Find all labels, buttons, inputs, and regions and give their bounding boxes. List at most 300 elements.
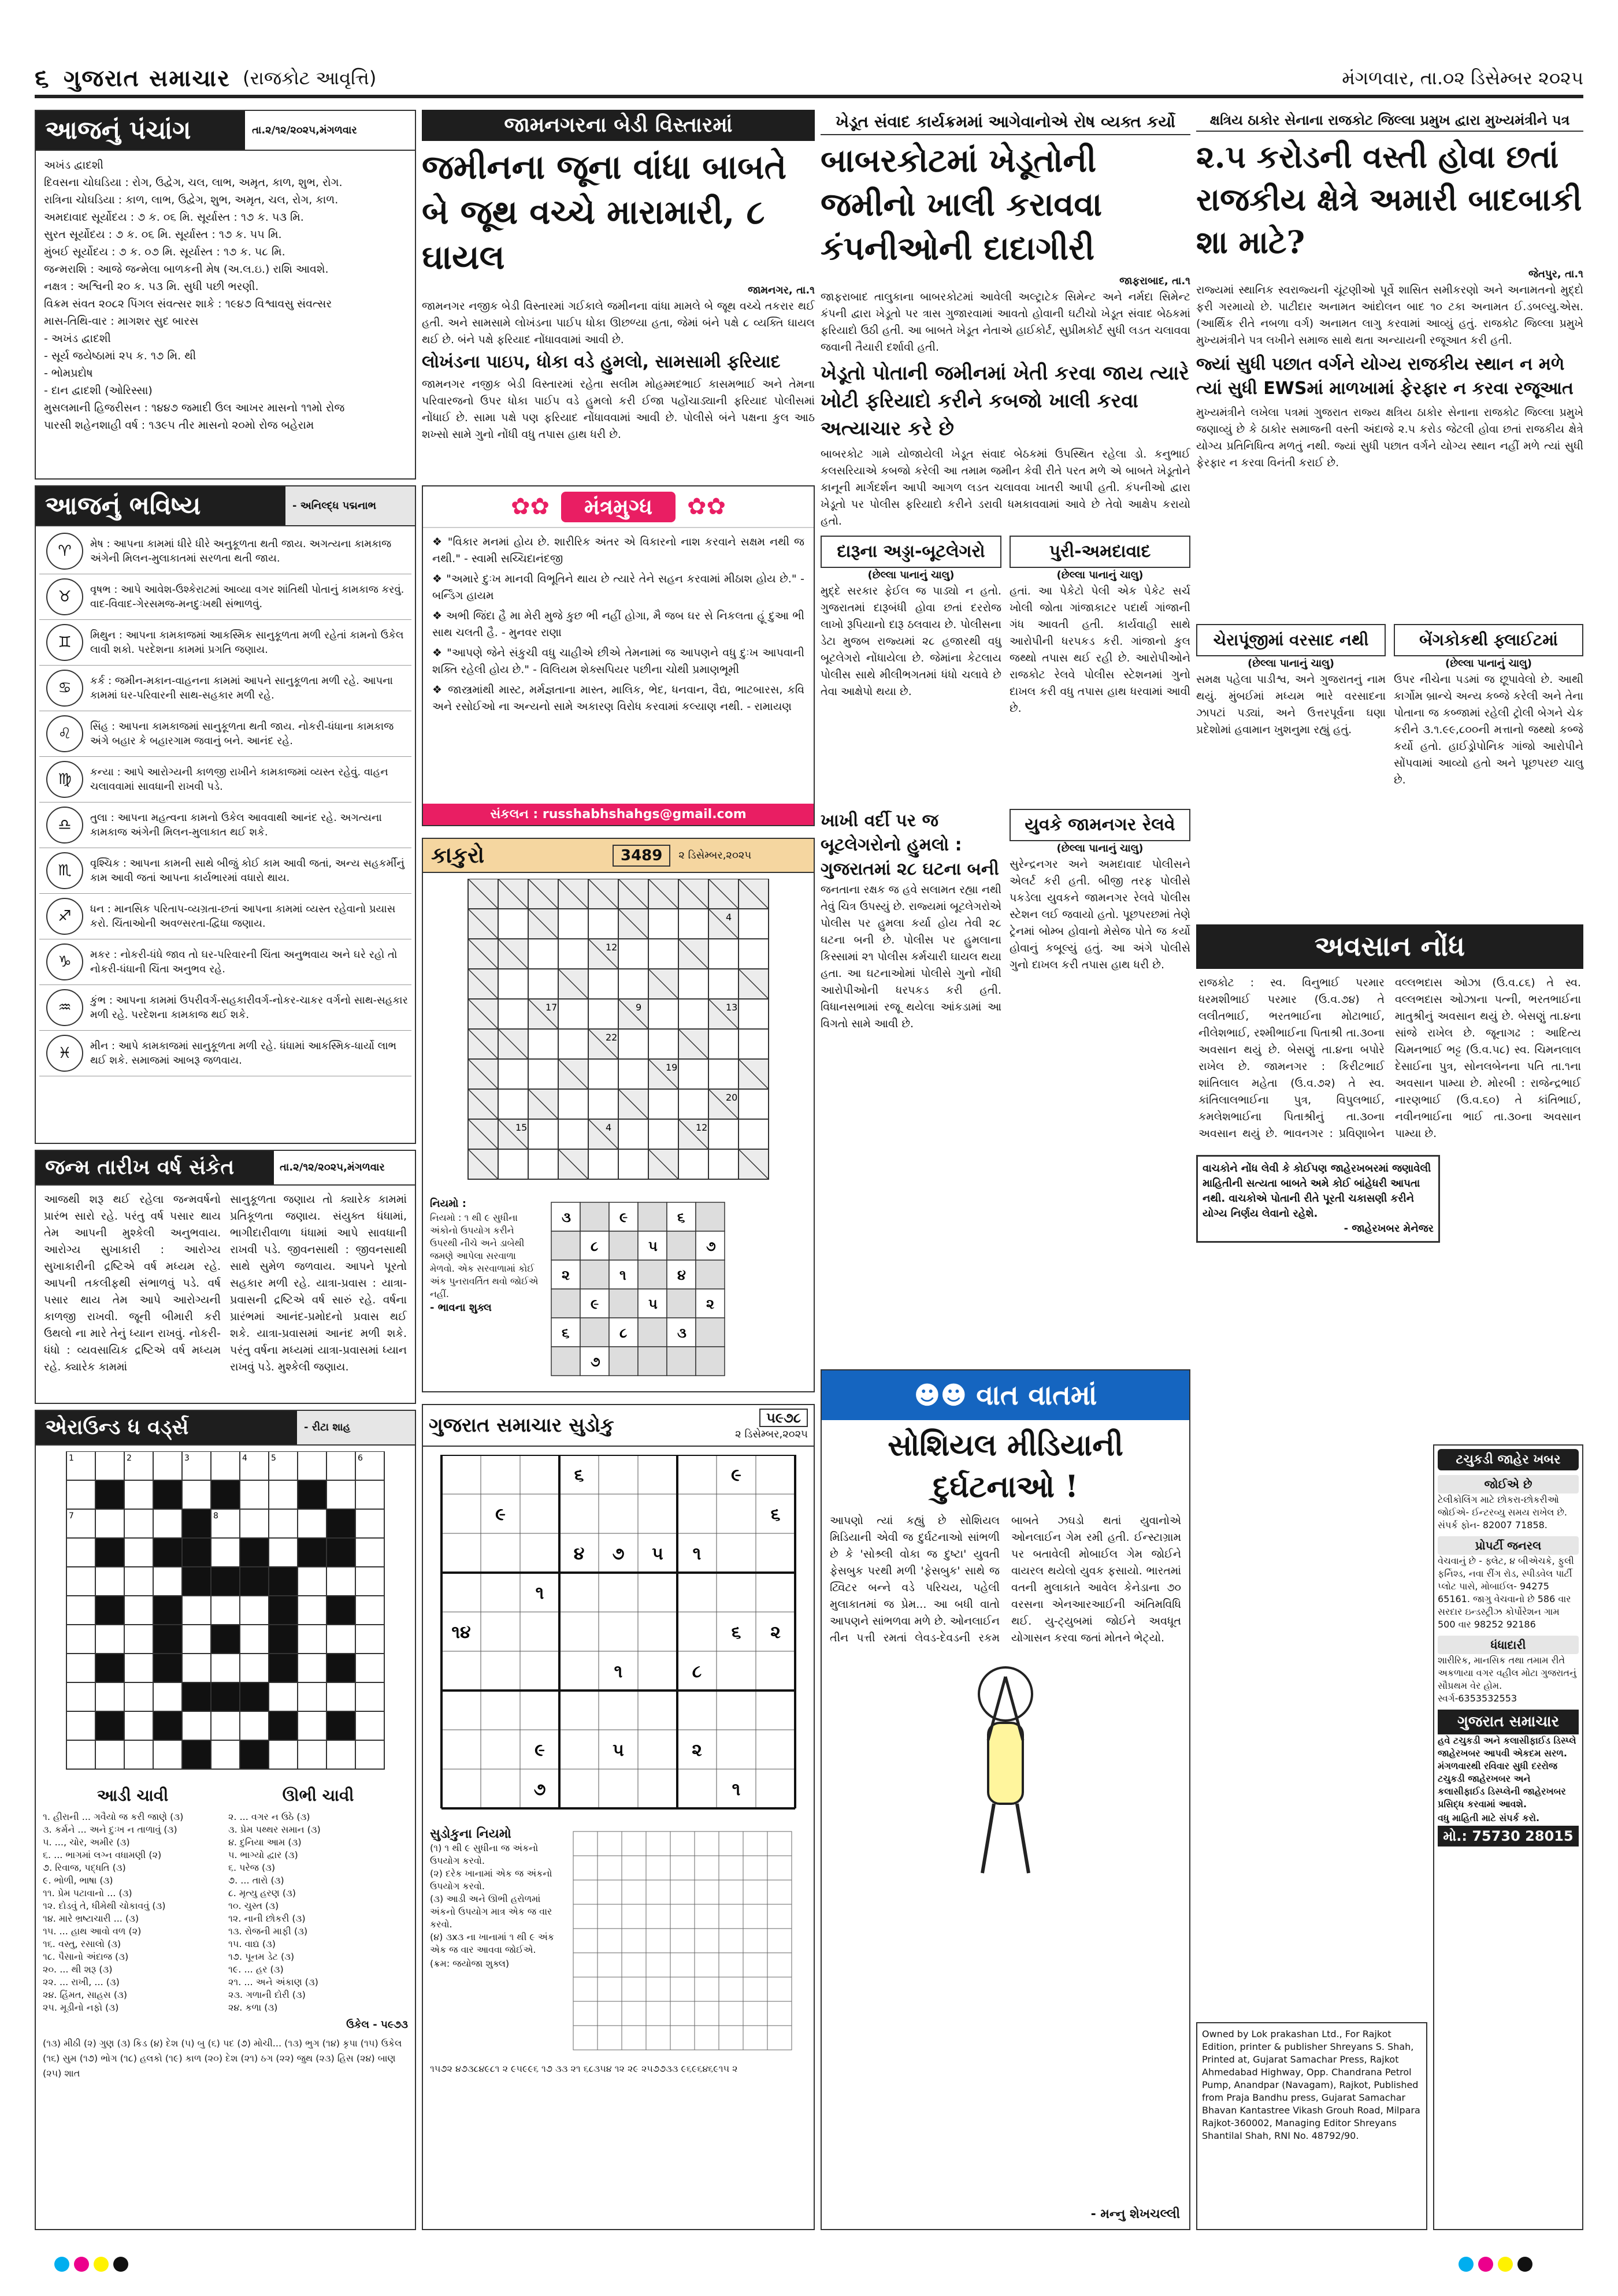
kakuro-answer-cell <box>638 1318 667 1347</box>
reg-dot <box>1459 2257 1474 2272</box>
sudoku-answer-cell <box>767 1929 792 1953</box>
lotus-right-icon: ✿✿ <box>687 493 726 520</box>
sudoku-answer-cell <box>573 1856 598 1880</box>
crossword-cell <box>298 1567 326 1596</box>
panchang-title: આજનું પંચાંગ <box>36 111 245 150</box>
crossword-cell <box>182 1654 211 1682</box>
zodiac-icon: ♐ <box>46 898 83 935</box>
kakuro-cell <box>739 1119 769 1149</box>
kakuro-clue: 4 <box>726 912 732 923</box>
sudoku-cell <box>441 1533 481 1573</box>
crossword-cell <box>211 1625 240 1654</box>
kakuro-cell <box>498 1059 528 1089</box>
kakuro-cell <box>739 1029 769 1059</box>
sudoku-answer-cell <box>573 1880 598 1904</box>
sudoku-cell <box>756 1455 795 1494</box>
story8-body: ઉપર નીચેના પડમાં જ છૂપાવેલો છે. આથી કાર્ગોમ બ્રાન્ચે અન્ય કબ્જે કરેલી અને તેના પોતાના જ કબ્જામાં રહેલી ટ્રોલી બેગને ચેક કરીને ૩.૧.૯૯,૮૦૦ની મત્તાનો જથ્થો કબ્જે કર્યો હતો. હાઈડ્રોપોનિક ગાંજો આરોપીને સોંપવામાં આવ્યો હતો અને પૂછપરછ ચાલુ છે. <box>1394 673 1583 786</box>
vaat-title: વાત વાતમાં <box>976 1379 1097 1411</box>
crossword-cell <box>326 1654 355 1682</box>
down-clue: ૧૨. નાની છોકરી (૩) <box>228 1913 306 1924</box>
kakuro-answer-digit: ૮ <box>591 1238 599 1254</box>
kakuro-cell <box>708 969 739 999</box>
rashi-row <box>39 848 411 894</box>
zodiac-icon: ♒ <box>46 989 83 1026</box>
kakuro-cell <box>618 1029 648 1059</box>
rashi-row <box>39 939 411 985</box>
panchang-line: જન્મરાશિ : આજે જન્મેલા બાળકની મેષ (અ.લ.ઇ.) રાશિ આવશે. <box>44 263 329 276</box>
sudoku-cell <box>756 1651 795 1691</box>
rashi-row <box>39 985 411 1031</box>
sudoku-answer-cell <box>743 1831 767 1856</box>
sudoku-cell <box>717 1730 756 1769</box>
crossword-cell <box>95 1654 124 1682</box>
story1-dateline: જામનગર, તા.૧ <box>748 284 815 296</box>
kakuro-cell <box>739 939 769 969</box>
crossword-cell <box>124 1625 153 1654</box>
sudoku-answer-cell <box>695 1831 719 1856</box>
cartoon-figure-icon <box>936 1654 1075 1896</box>
kakuro-answer-cell <box>696 1202 725 1231</box>
story2-subhead: ખેડૂતો પોતાની જમીનમાં ખેતી કરવા જાય ત્યારે ખોટી ફરિયાદો કરીને કબજો ખાલી કરવા અત્યાચાર કરે છે <box>821 362 1189 440</box>
sudoku-answer-cell <box>743 1977 767 2001</box>
sudoku-answer-cell <box>598 2001 622 2026</box>
classifieds-brand: ગુજરાત સમાચાર <box>1438 1710 1579 1734</box>
panchang-line: માસ-તિથિ-વાર : માગશર સુદ બારસ <box>44 315 199 328</box>
crossword-cell <box>240 1625 269 1654</box>
sudoku-given: ૭ <box>533 1779 546 1800</box>
kakuro-cell <box>528 1149 558 1179</box>
crossword-cell-number: 8 <box>213 1511 218 1521</box>
sudoku-given: ૬ <box>770 1504 781 1525</box>
crossword-cell <box>153 1596 182 1625</box>
zodiac-icon: ♌ <box>46 715 83 752</box>
sudoku-grid <box>436 1455 800 1819</box>
crossword-cell <box>66 1625 95 1654</box>
obituary-notice-author: - જાહેરખબર મેનેજર <box>1344 1223 1434 1235</box>
kakuro-answer-cell <box>580 1318 609 1347</box>
kakuro-answer-cell <box>609 1231 638 1260</box>
sudoku-cell <box>441 1573 481 1612</box>
sudoku-answer-cell <box>743 1904 767 1929</box>
story7-body: રાજ્યમાં સ્થાનિક સ્વરાજ્યની ચૂંટણીઓ પૂર્વે શાસિત સમીકરણો અને અનામતનો મુદ્દો ફરી ગરમાયો છે. પાટીદાર અનામત આંદોલન બાદ ૧૦ ટકા અનામત ઈ.ડબલ્યુ.એસ. (આર્થિક રીતે નબળા વર્ગ) અનામત લાગુ કરવામાં આવ્યું હતું. રાજકોટ જિલ્લા પ્રમુખે મુખ્યમંત્રીને પત્ર લખીને સમાજ સાથે થતા અન્યાયની રજૂઆત કરી હતી. <box>1196 284 1583 347</box>
kakuro-cell <box>498 909 528 939</box>
kakuro-answer-cell <box>696 1318 725 1347</box>
across-title: આડી ચાવી <box>97 1786 169 1805</box>
sudoku-answer-cell <box>719 1880 743 1904</box>
across-clues <box>43 1811 222 2014</box>
crossword-cell <box>240 1654 269 1682</box>
crossword-cell <box>153 1625 182 1654</box>
story-bedi <box>422 110 815 480</box>
sudoku-given: ૫ <box>613 1740 624 1760</box>
kakuro-cell <box>618 1119 648 1149</box>
kakuro-cell <box>678 999 708 1029</box>
janma-title: જન્મ તારીખ વર્ષ સંકેત <box>36 1151 274 1184</box>
rashi-text: મીન : આપે કામકાજમાં સાનુકૂળતા મળી રહે. ધંધામાં આકસ્મિક-ધાર્યો લાભ થઈ શકે. સમાજમાં આબરૂ જળવાય. <box>90 1040 397 1067</box>
sudoku-answer-cell <box>670 1831 695 1856</box>
mantra-quote: ❖ અભી જિંદા હૈ મા મેરી મુજે કુછ ભી નહીં હોગા, મૈ જબ ઘર સે નિકલતા હૂં દુઆ ભી સાથ ચલતી હૈ. - મુનવર રાણા <box>432 610 804 639</box>
crossword-cell <box>298 1654 326 1682</box>
crossword-cell <box>298 1480 326 1509</box>
sudoku-answer-cell <box>719 1856 743 1880</box>
sudoku-cell <box>599 1455 638 1494</box>
classifieds-phone: મો.: 75730 28015 <box>1438 1826 1579 1847</box>
sudoku-answer-cell <box>743 2001 767 2026</box>
mantra-box <box>422 485 815 826</box>
kakuro-answer-digit: ૧ <box>619 1267 626 1283</box>
sudoku-answer-cell <box>622 1977 646 2001</box>
kakuro-cell <box>558 1119 588 1149</box>
crossword-cell <box>182 1538 211 1567</box>
crossword-cell <box>211 1740 240 1769</box>
words-answers-label: ઉકેલ - ૫૯૭૩ <box>346 2019 408 2031</box>
zodiac-icon: ♎ <box>46 807 83 844</box>
across-clue: ૬. ... ભાગમાં લગ્ન વધામણી (૨) <box>43 1849 162 1860</box>
panchang-line: વિક્રમ સંવત ૨૦૮૨ પિંગલ સંવત્સર શાકે : ૧૯૪૭ વિશ્વાવસુ સંવત્સર <box>44 298 332 310</box>
sudoku-answer-cell <box>573 1929 598 1953</box>
kakuro-clue: 12 <box>696 1122 708 1133</box>
crossword-cell <box>153 1711 182 1740</box>
kakuro-answer-cell <box>551 1289 580 1318</box>
classified-text: શારીરિક, માનસિક તથા તમામ રીતે અકળાયા વગર વહીલ મોટા ગુજરાતનું સૌપ્રથમ વેર હોમ. સ્વર્ગ-6353532553 <box>1438 1655 1576 1704</box>
story4-sub: (છેલ્લા પાનાનું ચાલુ) <box>867 569 955 581</box>
sudoku-cell <box>520 1691 559 1730</box>
crossword-cell <box>326 1596 355 1625</box>
crossword-cell <box>124 1711 153 1740</box>
story-babarkot <box>821 110 1190 803</box>
across-clue: ૧૧. પ્રેમ પટાવાનો ... (૩) <box>43 1888 132 1899</box>
crossword-cell <box>95 1740 124 1769</box>
sudoku-cell <box>638 1494 677 1533</box>
sudoku-answer-cell <box>670 2026 695 2050</box>
bhavishya-box <box>35 485 416 1144</box>
vaat-box <box>821 1369 1190 2230</box>
crossword-cell <box>124 1682 153 1711</box>
sudoku-cell <box>717 1573 756 1612</box>
sudoku-answer-cell <box>767 1880 792 1904</box>
sudoku-answer-cell <box>767 1977 792 2001</box>
panchang-line: પારસી શહેનશાહી વર્ષ : ૧૩૯૫ તીર માસનો ૨૦મો રોજ બહેરામ <box>44 419 314 432</box>
reg-dot <box>1517 2257 1532 2272</box>
crossword-cell <box>95 1625 124 1654</box>
story6-headline: ખાખી વર્દી પર જ બૂટલેગરોનો હુમલો : ગુજરાતમાં ૨૮ ઘટના બની <box>821 811 999 879</box>
across-clue: ૨૨. ... રાખી, ... (૩) <box>43 1977 120 1987</box>
crossword-cell <box>66 1596 95 1625</box>
sudoku-answer-cell <box>670 1856 695 1880</box>
zodiac-icon: ♋ <box>46 670 83 707</box>
story8-sub: (છેલ્લા પાનાનું ચાલુ) <box>1445 657 1532 670</box>
sudoku-answer-cell <box>695 1977 719 2001</box>
crossword-cell-number: 2 <box>127 1454 132 1463</box>
vaat-headline: સોશિયલ મીડિયાની દુર્ઘટનાઓ ! <box>888 1428 1123 1504</box>
kakuro-author: - ભાવના શુક્લ <box>430 1302 492 1314</box>
obituary-body: રાજકોટ : સ્વ. વિનુભાઈ પરમાર ધરમશીભાઈ પરમાર (ઉ.વ.૭૪) તે લલીતભાઈ, ભરતભાઈના મોટાભાઈ, નીલેશભાઈ, રશ્મીભાઈના પિતાશ્રી તા.૩૦ના અવસાન થયું છે. બેસણું તા.૪ના બપોરે રાખેલ છે. જામનગર : કિરીટભાઈ શાંતિલાલ મહેતા (ઉ.વ.૭૨) તે સ્વ. કાંતિલાલભાઈના પુત્ર, વિપુલભાઈ, કમલેશભાઈના પિતાશ્રીનું તા.૩૦ના અવસાન થયું છે. ભાવનગર : પ્રવિણાબેન વલ્લભદાસ ઓઝા (ઉ.વ.૮૬) તે સ્વ. વલ્લભદાસ ઓઝાના પત્ની, ભરતભાઈના માતુશ્રીનું અવસાન થયું છે. બેસણું તા.૪ના સાંજે રાખેલ છે. જૂનાગઢ : આદિત્ય ચિમનભાઈ ભટ્ટ (ઉ.વ.૫૮) સ્વ. ચિમનલાલ દેસાઈના પુત્ર, સોનલબેનના પતિ તા.૧ના અવસાન પામ્યા છે. મોરબી : રાજેન્દ્રભાઈ નારણભાઈ (ઉ.વ.૬૦) તે કાંતિભાઈ, નવીનભાઈના ભાઈ તા.૩૦ના અવસાન પામ્યા છે. <box>1198 976 1581 1140</box>
sudoku-answer-cell <box>646 1929 670 1953</box>
story8-kicker: બેંગકોકથી ફ્લાઈટમાં <box>1394 624 1583 656</box>
sudoku-given: ૬ <box>731 1622 741 1643</box>
crossword-cell <box>124 1567 153 1596</box>
crossword-cell <box>182 1596 211 1625</box>
down-clue: ૨૩. ગળાની દોરી (૩) <box>228 1989 306 2000</box>
classified-text: ટેલીકોલિંગ માટે છોકરા-છોકરીઓ જોઈએ- ઈન્ટરવ્યુ સમય રાખેલ છે. સંપર્ક ફોન- 82007 71858. <box>1438 1494 1567 1530</box>
kakuro-answer-digit: ૨ <box>706 1296 715 1312</box>
issue-date: મંગળવાર, તા.૦૨ ડિસેમ્બર ૨૦૨૫ <box>1342 67 1583 89</box>
imprint <box>1196 2022 1427 2230</box>
sudoku-answer-cell <box>646 1880 670 1904</box>
sudoku-answer-cell <box>646 1856 670 1880</box>
sudoku-answer-cell <box>767 1831 792 1856</box>
sudoku-given: ૭ <box>612 1544 625 1564</box>
crossword-cell <box>269 1596 298 1625</box>
crossword-cell <box>269 1509 298 1538</box>
crossword-cell <box>298 1538 326 1567</box>
words-title: એરાઉન્ડ ધ વર્ડ્સ <box>36 1411 297 1444</box>
sudoku-answer-cell <box>573 1953 598 1977</box>
rashi-text: કર્ક : જમીન-મકાન-વાહનના કામમાં આપને સાનુકૂળતા મળી રહે. આપના કામમાં ઘર-પરિવારની સાથ-સહકાર મળી રહે. <box>90 675 393 701</box>
sudoku-cell <box>481 1455 520 1494</box>
crossword-cell <box>66 1654 95 1682</box>
sudoku-answer-cell <box>622 1929 646 1953</box>
kakuro-cell <box>498 1089 528 1119</box>
across-clue: ૯. ભોળી, ભાષા (૩) <box>43 1875 113 1886</box>
sudoku-box <box>422 1404 815 2230</box>
kakuro-cell <box>558 999 588 1029</box>
panchang-line: - સૂર્ય જયેષ્ઠામાં ૨૫ ક. ૧૭ મિ. થી <box>44 350 196 362</box>
sudoku-answer-cell <box>622 1904 646 1929</box>
story4-kicker: દારૂના અડ્ડા-બૂટલેગરો <box>821 536 1001 568</box>
crossword-cell <box>211 1538 240 1567</box>
across-clue: ૧૮. પૈસાનો અંદાજ (૩) <box>43 1951 129 1962</box>
crossword-cell <box>182 1682 211 1711</box>
sudoku-answer-cell <box>573 1977 598 2001</box>
sudoku-number: ૫૯૭૮ <box>759 1409 808 1427</box>
sudoku-answer-cell <box>695 1953 719 1977</box>
sudoku-cell <box>441 1651 481 1691</box>
sudoku-cell <box>441 1730 481 1769</box>
color-registration-right <box>1456 2257 1535 2274</box>
mantra-quote: ❖ "વિકાર મનમાં હોય છે. શારીરિક અંતર એ વિકારનો નાશ કરવાને સક્ષમ નથી જ નથી." - સ્વામી સચ્ચિદાનંદજી <box>432 536 804 565</box>
story9-body: સમક્ષ પહેલા પાડીશ્વ, અને ગુજરાતનું નામ થયું. મુંબઈમાં મધ્યમ ભારે વરસાદના ઝાપટાં પડ્યાં, અને ઉત્તરપૂર્વના ઘણા પ્રદેશોમાં હવામાન ખુશનુમા રહ્યું હતું. <box>1196 673 1386 736</box>
obituary-notice: વાચકોને નોંધ લેવી કે કોઈપણ જાહેરખબરમાં જણાવેલી માહિતીની સત્યતા બાબતે અમે કોઈ બાંહેધરી આપતા નથી. વાચકોએ પોતાની રીતે પૂરતી ચકાસણી કરીને યોગ્ય નિર્ણય લેવાનો રહેશે. <box>1203 1162 1431 1220</box>
kakuro-cell <box>678 969 708 999</box>
crossword-cell <box>66 1740 95 1769</box>
classifieds-phone-label: વધુ માહિતી માટે સંપર્ક કરો. <box>1438 1812 1540 1823</box>
janma-right: સાનુકૂળતા જણાય તો ક્યારેક કામમાં પ્રતિકૂળતા જણાય. સંયુક્ત ધંધામાં, ભાગીદારીવાળા ધંધામાં આપે સાવધાની રાખવી પડે. જીવનસાથી : જીવનસાથી સાથે સુમેળ જળવાય. આપને પૂરતો સહકાર મળી રહે. યાત્રા-પ્રવાસ : યાત્રા-પ્રવાસની દ્રષ્ટિએ વર્ષ સારું રહે. વર્ષના પ્રારંભમાં આનંદ-પ્રમોદનો પ્રવાસ થઈ શકે. યાત્રા-પ્રવાસમાં આનંદ મળી શકે. પરંતુ વર્ષના મધ્યમાં યાત્રા-પ્રવાસમાં ધ્યાન રાખવું પડે. મુશ્કેલી જણાય. <box>230 1193 407 1373</box>
crossword-cell <box>269 1682 298 1711</box>
story7-dateline: જેતપુર, તા.૧ <box>1528 268 1583 280</box>
down-clue: ૨૪. કળા (૩) <box>228 2002 278 2013</box>
panchang-line: રાત્રિના ચોઘડિયા : કાળ, લાભ, ઉદ્વેગ, શુભ, અમૃત, ચલ, રોગ, કાળ. <box>44 194 339 206</box>
lotus-left-icon: ✿✿ <box>510 493 550 520</box>
crossword-cell <box>269 1480 298 1509</box>
crossword-cell <box>153 1451 182 1480</box>
crossword-cell <box>326 1740 355 1769</box>
sudoku-answer-cell <box>598 1904 622 1929</box>
across-clue: ૧૬. વસ્તુ, રસાલો (૩) <box>43 1938 121 1949</box>
sudoku-answer-cell <box>670 1977 695 2001</box>
sudoku-answer-cell <box>695 1929 719 1953</box>
kakuro-cell <box>648 939 678 969</box>
sudoku-answer-cell <box>622 2026 646 2050</box>
crossword-cell <box>95 1509 124 1538</box>
sudoku-answer-cell <box>719 1977 743 2001</box>
sudoku-cell <box>677 1573 717 1612</box>
classified-head: જોઈએ છે <box>1438 1475 1579 1493</box>
reg-dot <box>1478 2257 1493 2272</box>
kakuro-cell <box>618 939 648 969</box>
across-clue: ૨૫. મૂડીનો નફો (૩) <box>43 2002 119 2013</box>
mantra-title: મંત્રમુગ્ધ <box>561 492 676 522</box>
kakuro-answer-cell <box>609 1289 638 1318</box>
sudoku-author: (ક્રમ: જયોજા શુક્લ) <box>430 1958 510 1969</box>
kakuro-answer-digit: ૯ <box>591 1296 599 1312</box>
sudoku-answer-cell <box>719 2001 743 2026</box>
crossword-cell <box>355 1567 384 1596</box>
crossword-cell <box>95 1480 124 1509</box>
paper-title: ગુજરાત સમાચાર <box>64 65 231 92</box>
crossword-cell <box>240 1740 269 1769</box>
kakuro-grid <box>431 879 806 1191</box>
kakuro-number: 3489 <box>613 845 670 867</box>
sudoku-rules <box>430 1842 563 1956</box>
kakuro-cell <box>558 1029 588 1059</box>
crossword-cell <box>326 1625 355 1654</box>
down-clue: ૧૫. વાદ્ય (૩) <box>228 1938 276 1949</box>
sudoku-cell <box>638 1730 677 1769</box>
across-clue: ૧૫. ... હાથ આવો વળ (૨) <box>43 1926 142 1937</box>
zodiac-icon: ♉ <box>46 578 83 615</box>
crossword-cell <box>298 1451 326 1480</box>
kakuro-answer-digit: ૩ <box>562 1209 571 1225</box>
sudoku-given: ૮ <box>692 1662 702 1682</box>
down-clue: ૧૯. ... હર (૩) <box>228 1964 284 1975</box>
crossword-cell <box>269 1538 298 1567</box>
kakuro-cell <box>588 909 618 939</box>
vaat-cartoon <box>936 1654 1075 1896</box>
kakuro-answer-digit: ૫ <box>648 1296 658 1312</box>
crossword-cell <box>182 1711 211 1740</box>
imprint-text: Owned by Lok prakashan Ltd., For Rajkot Edition, printer & publisher Shreyans S. Shah, Printed at, Gujarat Samachar Press, Rajkot Ahmedabad Highway, Opp. Chandrana Petrol Pump, Anandpar (Navagam), Rajkot, Published from Praja Bandhu press, Gujarat Samachar Bhavan Kantastree Vikash Grouh Road, Milpara Rajkot-360002, Managing Editor Shreyans Shantilal Shah, RNI No. 48792/90. <box>1202 2028 1420 2141</box>
words-author: - રીટા શાહ <box>304 1421 351 1433</box>
reg-dot <box>54 2257 69 2272</box>
panchang-line: મુસલમાની હિજરીસન : ૧૪૪૭ જમાદી ઉલ આખર માસનો ૧૧મો રોજ <box>44 402 345 414</box>
kakuro-cell <box>708 1119 739 1149</box>
classifieds-title: ટચુકડી જાહેર ખબર <box>1438 1449 1579 1470</box>
sudoku-cell <box>559 1573 599 1612</box>
crossword-cell <box>66 1567 95 1596</box>
sudoku-answer-cell <box>719 2026 743 2050</box>
story2-body2: બાબરકોટ ગામે યોજાયેલી ખેડૂત સંવાદ બેઠકમાં ઉપસ્થિત રહેલા ડો. કનુભાઈ કલસરિયાએ કબજો કરેલી આ તમામ જમીન કેવી રીતે પરત મળે એ બાબતે ખેડૂતોને કાનૂની માર્ગદર્શન આપી આગળ લડત ચલાવવા ખાતરી આપી હતી. કંપનીઓ દ્વારા ખેડૂતો પર પોલીસ ફરિયાદો કરીને ડરાવી ધમકાવવામાં આવે છે તેવો આક્ષેપ કરાયો હતો. <box>821 448 1190 527</box>
rashi-text: સિંહ : આપના કામકાજમાં સાનુકૂળતા થતી જાય. નોકરી-ધંધાના કામકાજ અંગે બહાર કે બહારગામ જવાનું બને. આનંદ રહે. <box>90 720 394 747</box>
sudoku-given: ૯ <box>495 1504 506 1525</box>
sudoku-cell <box>677 1769 717 1808</box>
crossword-cell <box>211 1682 240 1711</box>
down-clue: ૮. મૃત્યુ હરણ (૩) <box>228 1888 296 1899</box>
down-clue: ૩. પ્રેમ પથ્થર સમાન (૩) <box>228 1824 321 1835</box>
story4-body: મુદ્દે સરકાર ફેઈલ જ પાડ્યો ન હતો. ગુજરાતમાં દારૂબંધી હોવા છતાં દરરોજ લાખો રૂપિયાનો દારૂ ઠલવાય છે. પોલીસના ડેટા મુજબ રાજ્યમાં ૨૮ હજારથી વધુ બૂટલેગરો નોંધાયેલા છે. જેમાંના કેટલાય પોલીસ સાથે મીલીભગતમાં ધંધો ચલાવે છે તેવા આક્ષેપો થયા છે. <box>821 585 1001 698</box>
sudoku-given: ૪ <box>573 1544 585 1564</box>
mantra-contact-label: સંકલન : <box>490 807 539 822</box>
zodiac-icon: ♑ <box>46 943 83 980</box>
kakuro-cell <box>528 1059 558 1089</box>
zodiac-icon: ♍ <box>46 761 83 798</box>
sudoku-answer-cell <box>767 1953 792 1977</box>
sudoku-cell <box>599 1769 638 1808</box>
sudoku-answer-cell <box>743 1880 767 1904</box>
kakuro-answer-digit: ૭ <box>591 1354 600 1370</box>
panchang-line: - અખંડ દ્વાદશી <box>44 332 111 345</box>
kakuro-answer-digit: ૩ <box>677 1325 686 1341</box>
zodiac-icon: ♓ <box>46 1035 83 1072</box>
crossword-cell <box>95 1682 124 1711</box>
sudoku-cell <box>481 1612 520 1651</box>
bhavishya-author: - અનિલ્દ્ધ પદ્મનાભ <box>292 499 377 512</box>
kakuro-cell <box>558 939 588 969</box>
sudoku-given: ૧ <box>535 1583 544 1603</box>
kakuro-answer-cell <box>696 1347 725 1376</box>
sudoku-cell <box>559 1691 599 1730</box>
kakuro-clue: 17 <box>545 1002 558 1013</box>
kakuro-answer-digit: ૭ <box>706 1238 716 1254</box>
down-clue: ૧૭. પૂનમ ડેટ (૩) <box>228 1951 295 1962</box>
story1-headline: જમીનના જૂના વાંધા બાબતે બે જૂથ વચ્ચે મારામારી, ૮ ઘાયલ <box>422 147 787 277</box>
sudoku-answer-cell <box>646 2026 670 2050</box>
down-clue: ૪. દુનિયા આમ (૩) <box>228 1837 302 1848</box>
story7-subhead: જ્યાં સુધી પછાત વર્ગને યોગ્ય રાજકીય સ્થાન ન મળે ત્યાં સુધી EWSમાં માળખામાં ફેરફાર ન કરવા રજૂઆત <box>1196 354 1574 399</box>
kakuro-answer-digit: ૮ <box>619 1325 628 1341</box>
crossword-cell <box>269 1567 298 1596</box>
crossword-cell <box>124 1654 153 1682</box>
sudoku-answer-cell <box>646 2001 670 2026</box>
sudoku-answer-cell <box>573 2001 598 2026</box>
across-clue: ૧૪. મારે ભ્રષ્ટાચારી ... (૩) <box>43 1913 139 1924</box>
sudoku-cell <box>441 1769 481 1808</box>
sudoku-title: ગુજરાત સમાચાર સુડોકુ <box>429 1414 614 1437</box>
rashi-row <box>39 666 411 711</box>
kakuro-answer-cell <box>696 1260 725 1289</box>
panchang-date: તા.૨/૧૨/૨૦૨૫,મંગળવાર <box>252 124 357 136</box>
sudoku-answer-cell <box>573 1904 598 1929</box>
kakuro-cell <box>498 969 528 999</box>
kakuro-cell <box>558 909 588 939</box>
sudoku-cell <box>559 1494 599 1533</box>
kakuro-rules: નિયમો : ૧ થી ૯ સુધીના અંકોનો ઉપયોગ કરીને ઉપરથી નીચે અને ડાબેથી જમણે આપેલા સરવાળા મેળવો. એક સરવાળામાં કોઈ અંક પુનરાવર્તિત થવો જોઈએ નહીં. <box>430 1212 539 1299</box>
story-railway-bootleg <box>821 809 1190 1358</box>
sudoku-cell <box>520 1494 559 1533</box>
crossword-cell <box>269 1711 298 1740</box>
rashi-text: મિથુન : આપના કામકાજમાં આકસ્મિક સાનુકૂળતા મળી રહેતાં કામનો ઉકેલ લાવી શકો. પરદેશના કામમાં પ્રગતિ જણાય. <box>90 629 404 656</box>
sudoku-cell <box>638 1651 677 1691</box>
mantra-contact-email: russhabhshahgs@gmail.com <box>542 807 747 822</box>
sudoku-answer-cell <box>767 2026 792 2050</box>
reg-dot <box>94 2257 109 2272</box>
story3-kicker: પુરી-અમદાવાદ <box>1010 536 1190 568</box>
zodiac-icon: ♊ <box>46 624 83 661</box>
sudoku-rule: (૩) આડી અને ઊભી હરોળમાં અંકનો ઉપયોગ માત્ર એક જ વાર કરવો. <box>430 1893 552 1930</box>
crossword-cell-number: 4 <box>242 1454 247 1463</box>
sudoku-given: ૧ <box>692 1544 702 1564</box>
sudoku-answer-cell <box>695 2026 719 2050</box>
crossword-cell <box>95 1451 124 1480</box>
story-bangkok-cherrapunji <box>1196 624 1583 913</box>
crossword-cell <box>298 1711 326 1740</box>
sudoku-cell <box>520 1612 559 1651</box>
kakuro-cell <box>708 1149 739 1179</box>
crossword-cell <box>298 1596 326 1625</box>
sudoku-answer-cell <box>622 1831 646 1856</box>
kakuro-clue: 22 <box>606 1032 618 1043</box>
crossword-cell <box>298 1509 326 1538</box>
